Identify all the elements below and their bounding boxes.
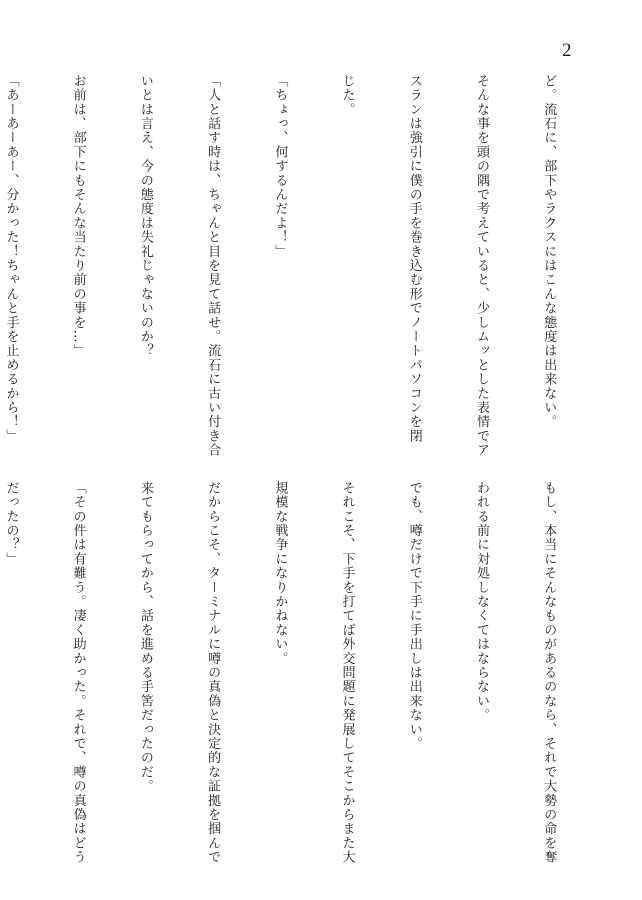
- text-line: 「あーあーあー、分かった！ちゃんと手を止めるから！」: [3, 74, 19, 444]
- text-line: でも、噂だけで下手に手出しは出来ない。: [406, 481, 422, 751]
- text-line: 「ちょっ、何するんだよ！」: [272, 74, 288, 259]
- page-number: 2: [562, 40, 572, 61]
- text-line: 来てもらってから、話を進める手筈だったのだ。: [137, 481, 153, 794]
- text-line: だったの？」: [3, 481, 19, 567]
- text-line: じた。: [339, 74, 355, 117]
- text-line: だからこそ、ターミナルに噂の真偽と決定的な証拠を掴んで: [205, 481, 221, 865]
- text-line: ど。流石に、部下やラクスにはこんな態度は出来ない。: [541, 74, 557, 429]
- text-line: そんな事を頭の隅で考えていると、少しムッとした表情でア: [473, 74, 489, 458]
- text-line: スランは強引に僕の手を巻き込む形でノートパソコンを閉: [406, 74, 422, 444]
- text-line: お前は、部下にもそんな当たり前の事を…」: [70, 74, 86, 358]
- text-line: もし、本当にそんなものがあるのなら、それで大勢の命を奪: [541, 481, 557, 865]
- text-line: 「その件は有難う。凄く助かった。それで、噂の真偽はどう: [70, 481, 86, 865]
- text-line: 「人と話す時は、ちゃんと目を見て話せ。流石に古い付き合: [205, 74, 221, 458]
- text-line: それこそ、下手を打てば外交問題に発展してそこからまた大: [339, 481, 355, 865]
- text-line: 規模な戦争になりかねない。: [272, 481, 288, 666]
- upper-text-block: [3, 74, 604, 458]
- text-line: われる前に対処しなくてはならない。: [473, 481, 489, 723]
- text-line: いとは言え、今の態度は失礼じゃないのか？: [137, 74, 153, 358]
- lower-text-block: [3, 481, 604, 865]
